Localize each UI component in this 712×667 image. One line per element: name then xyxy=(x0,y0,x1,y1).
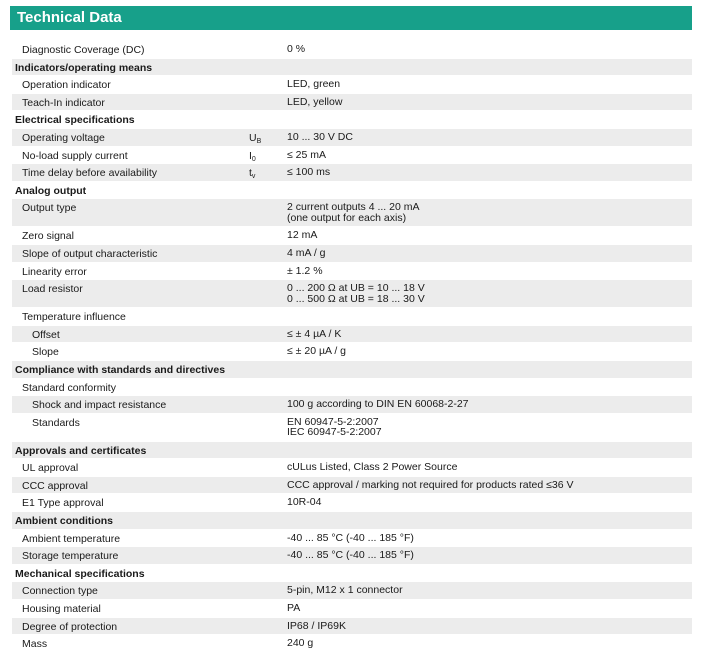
table-row xyxy=(12,618,692,636)
parameter-label: Time delay before availability xyxy=(22,167,158,180)
parameter-label: Load resistor xyxy=(22,283,83,296)
parameter-value: 2 current outputs 4 ... 20 mA (one output for each axis) xyxy=(287,201,420,224)
parameter-value: cULus Listed, Class 2 Power Source xyxy=(287,461,458,474)
parameter-label: Offset xyxy=(32,328,60,341)
parameter-value: 100 g according to DIN EN 60068-2-27 xyxy=(287,398,469,411)
parameter-label: Standard conformity xyxy=(22,381,116,394)
table-row xyxy=(12,379,692,397)
parameter-value: -40 ... 85 °C (-40 ... 185 °F) xyxy=(287,549,414,562)
parameter-label: Teach-In indicator xyxy=(22,96,105,109)
section-header-row xyxy=(12,111,692,129)
parameter-value: ≤ ± 4 µA / K xyxy=(287,327,342,340)
section-heading: Electrical specifications xyxy=(15,114,135,127)
table-row xyxy=(12,635,692,653)
technical-data-table xyxy=(12,41,692,653)
table-row xyxy=(12,245,692,263)
table-row xyxy=(12,396,692,414)
table-row xyxy=(12,280,692,308)
table-row xyxy=(12,41,692,59)
parameter-value: ≤ 100 ms xyxy=(287,166,331,179)
parameter-value: -40 ... 85 °C (-40 ... 185 °F) xyxy=(287,531,414,544)
parameter-label: No-load supply current xyxy=(22,149,128,162)
parameter-value: 0 % xyxy=(287,43,306,55)
section-heading: Approvals and certificates xyxy=(15,444,147,457)
parameter-label: Linearity error xyxy=(22,265,87,278)
parameter-label: Temperature influence xyxy=(22,311,126,324)
parameter-label: Diagnostic Coverage (DC) xyxy=(22,44,145,56)
parameter-value: LED, green xyxy=(287,78,341,91)
parameter-label: Connection type xyxy=(22,585,98,598)
parameter-value: 0 ... 200 Ω at UB = 10 ... 18 V 0 ... 500 Ω at UB = 18 ... 30 V xyxy=(287,282,425,305)
parameter-label: Slope of output characteristic xyxy=(22,247,158,260)
parameter-label: Housing material xyxy=(22,603,101,616)
parameter-value: ± 1.2 % xyxy=(287,264,323,277)
table-row xyxy=(12,477,692,495)
table-row xyxy=(12,129,692,147)
table-row xyxy=(12,530,692,548)
section-header-row xyxy=(12,59,692,77)
parameter-label: Operation indicator xyxy=(22,79,111,92)
parameter-symbol: $t_v$ xyxy=(249,167,256,181)
parameter-value: 4 mA / g xyxy=(287,246,326,259)
parameter-label: Storage temperature xyxy=(22,550,119,563)
parameter-value: IP68 / IP69K xyxy=(287,619,346,632)
parameter-label: E1 Type approval xyxy=(22,497,104,510)
section-heading: Compliance with standards and directives xyxy=(15,363,226,376)
table-row xyxy=(12,582,692,600)
table-row xyxy=(12,94,692,112)
parameter-value: PA xyxy=(287,602,301,615)
parameter-symbol: $U_B$ xyxy=(249,131,262,145)
table-row xyxy=(12,76,692,94)
table-row xyxy=(12,164,692,182)
table-row xyxy=(12,343,692,361)
table-row xyxy=(12,326,692,344)
parameter-label: Shock and impact resistance xyxy=(32,399,167,412)
section-heading: Mechanical specifications xyxy=(15,567,145,580)
table-row xyxy=(12,459,692,477)
table-row xyxy=(12,227,692,245)
parameter-value: LED, yellow xyxy=(287,95,343,108)
parameter-label: UL approval xyxy=(22,462,79,475)
parameter-label: Standards xyxy=(32,416,80,429)
table-row xyxy=(12,547,692,565)
parameter-value: ≤ ± 20 µA / g xyxy=(287,345,347,358)
parameter-label: Mass xyxy=(22,638,48,651)
table-row xyxy=(12,494,692,512)
section-heading: Indicators/operating means xyxy=(15,61,153,74)
parameter-label: Output type xyxy=(22,202,77,215)
parameter-label: Operating voltage xyxy=(22,131,105,144)
parameter-value: EN 60947-5-2:2007 IEC 60947-5-2:2007 xyxy=(287,415,382,439)
parameter-value: 12 mA xyxy=(287,229,318,242)
table-row xyxy=(12,414,692,442)
section-heading: Analog output xyxy=(15,184,87,197)
parameter-label: Slope xyxy=(32,346,59,359)
parameter-label: CCC approval xyxy=(22,479,88,492)
table-row xyxy=(12,263,692,281)
parameter-label: Ambient temperature xyxy=(22,532,121,545)
section-header-row xyxy=(12,512,692,530)
table-row xyxy=(12,600,692,618)
parameter-value: 10 ... 30 V DC xyxy=(287,130,353,143)
table-row xyxy=(12,308,692,326)
section-header-row xyxy=(12,565,692,583)
section-header-row xyxy=(12,442,692,460)
table-row xyxy=(12,147,692,165)
section-header-row xyxy=(12,361,692,379)
parameter-value: 5-pin, M12 x 1 connector xyxy=(287,584,403,597)
parameter-label: Zero signal xyxy=(22,230,74,243)
section-header-row xyxy=(12,182,692,200)
table-row xyxy=(12,199,692,227)
section-title: Technical Data xyxy=(10,6,692,30)
parameter-value: 240 g xyxy=(287,637,314,650)
parameter-value: ≤ 25 mA xyxy=(287,148,327,161)
parameter-symbol: $I_0$ xyxy=(249,149,256,163)
section-heading: Ambient conditions xyxy=(15,515,113,528)
parameter-value: CCC approval / marking not required for products rated ≤36 V xyxy=(287,478,574,491)
parameter-label: Degree of protection xyxy=(22,620,118,633)
parameter-value: 10R-04 xyxy=(287,496,322,509)
